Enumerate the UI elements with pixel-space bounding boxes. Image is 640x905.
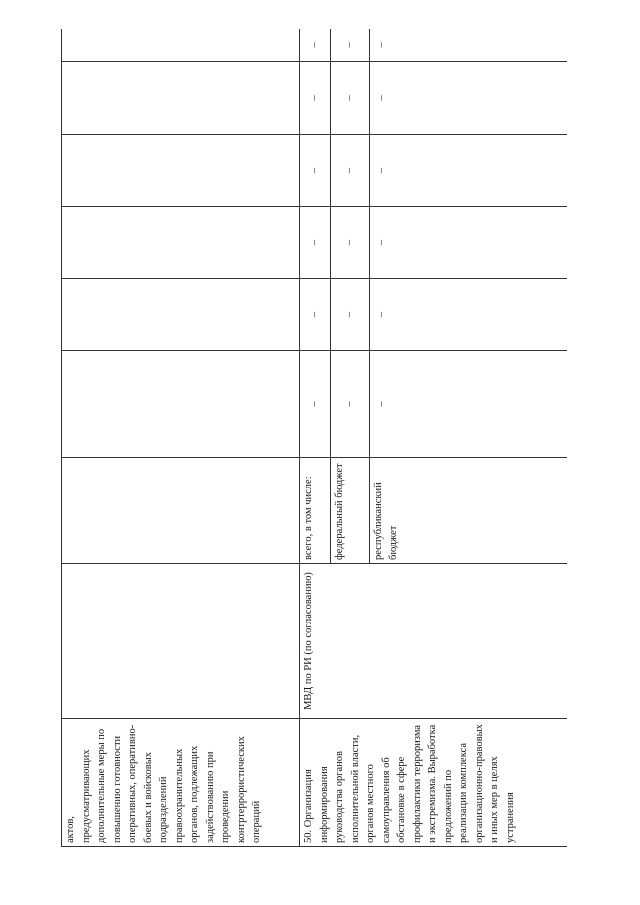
amount-grid: [300, 135, 567, 206]
activity-text: актов, предусматривающих дополнительные меры по повышению готовности оперативных, оперативно-боевых и войсковых подразделений правоохранительных органов, подлежащих задействованию при проведении контртеррористических операций: [65, 724, 262, 843]
dash-value: –: [343, 167, 355, 174]
amount-cell: [62, 207, 300, 279]
amount-cell: [300, 62, 568, 135]
amount-grid: [300, 29, 567, 61]
measures-table: [61, 29, 567, 847]
amount-grid: [300, 207, 567, 278]
amount-cell: [62, 279, 300, 351]
dash-value: –: [309, 95, 320, 101]
dash-value: –: [309, 239, 320, 246]
dash-value: –: [343, 42, 355, 48]
table-row: [62, 29, 300, 847]
executor-cell: [300, 564, 568, 719]
dash-value: –: [343, 311, 355, 318]
amount-cell: [62, 62, 300, 135]
activity-cell: [300, 719, 568, 847]
amount-cell: [300, 351, 568, 458]
amount-cell: [300, 29, 568, 62]
rotated-table-wrapper: [61, 29, 567, 847]
amount-cell: [300, 279, 568, 351]
funding-source-cell: [62, 458, 300, 564]
funding-source-list: [300, 458, 567, 563]
dash-value: –: [375, 239, 387, 246]
dash-value: –: [309, 167, 320, 174]
funding-source-cell: [300, 458, 568, 564]
amount-grid: [300, 62, 567, 134]
source-total: всего, в том числе:: [303, 476, 314, 560]
source-republican: республиканский бюджет: [372, 482, 399, 560]
amount-cell: [62, 351, 300, 458]
dash-value: –: [343, 95, 355, 101]
dash-value: –: [309, 311, 320, 318]
activity-cell: [62, 719, 300, 847]
source-federal: федеральный бюджет: [333, 463, 345, 560]
dash-value: –: [309, 401, 320, 407]
dash-value: –: [375, 167, 387, 174]
activity-text: 50. Организация информирования руководства органов исполнительной власти, органов местного самоуправления об обстановке в сфере профилактики терроризма и экстремизма. Выработка предложений по реализации комплекса организационно-правовых и иных мер в целях устранения: [303, 724, 516, 843]
amount-cell: [62, 135, 300, 207]
table-row: [300, 29, 568, 847]
amount-cell: [300, 207, 568, 279]
document-sheet: [61, 29, 567, 847]
dash-value: –: [343, 239, 355, 246]
amount-grid: [300, 279, 567, 350]
dash-value: –: [375, 42, 387, 48]
dash-value: –: [309, 42, 320, 48]
dash-value: –: [375, 95, 387, 101]
dash-value: –: [343, 401, 355, 407]
amount-grid: [300, 351, 567, 457]
executor-text: МВД по РИ (по согласованию): [303, 572, 314, 710]
amount-cell: [300, 135, 568, 207]
dash-value: –: [375, 401, 387, 407]
executor-cell: [62, 564, 300, 719]
amount-cell: [62, 29, 300, 62]
dash-value: –: [375, 311, 387, 318]
